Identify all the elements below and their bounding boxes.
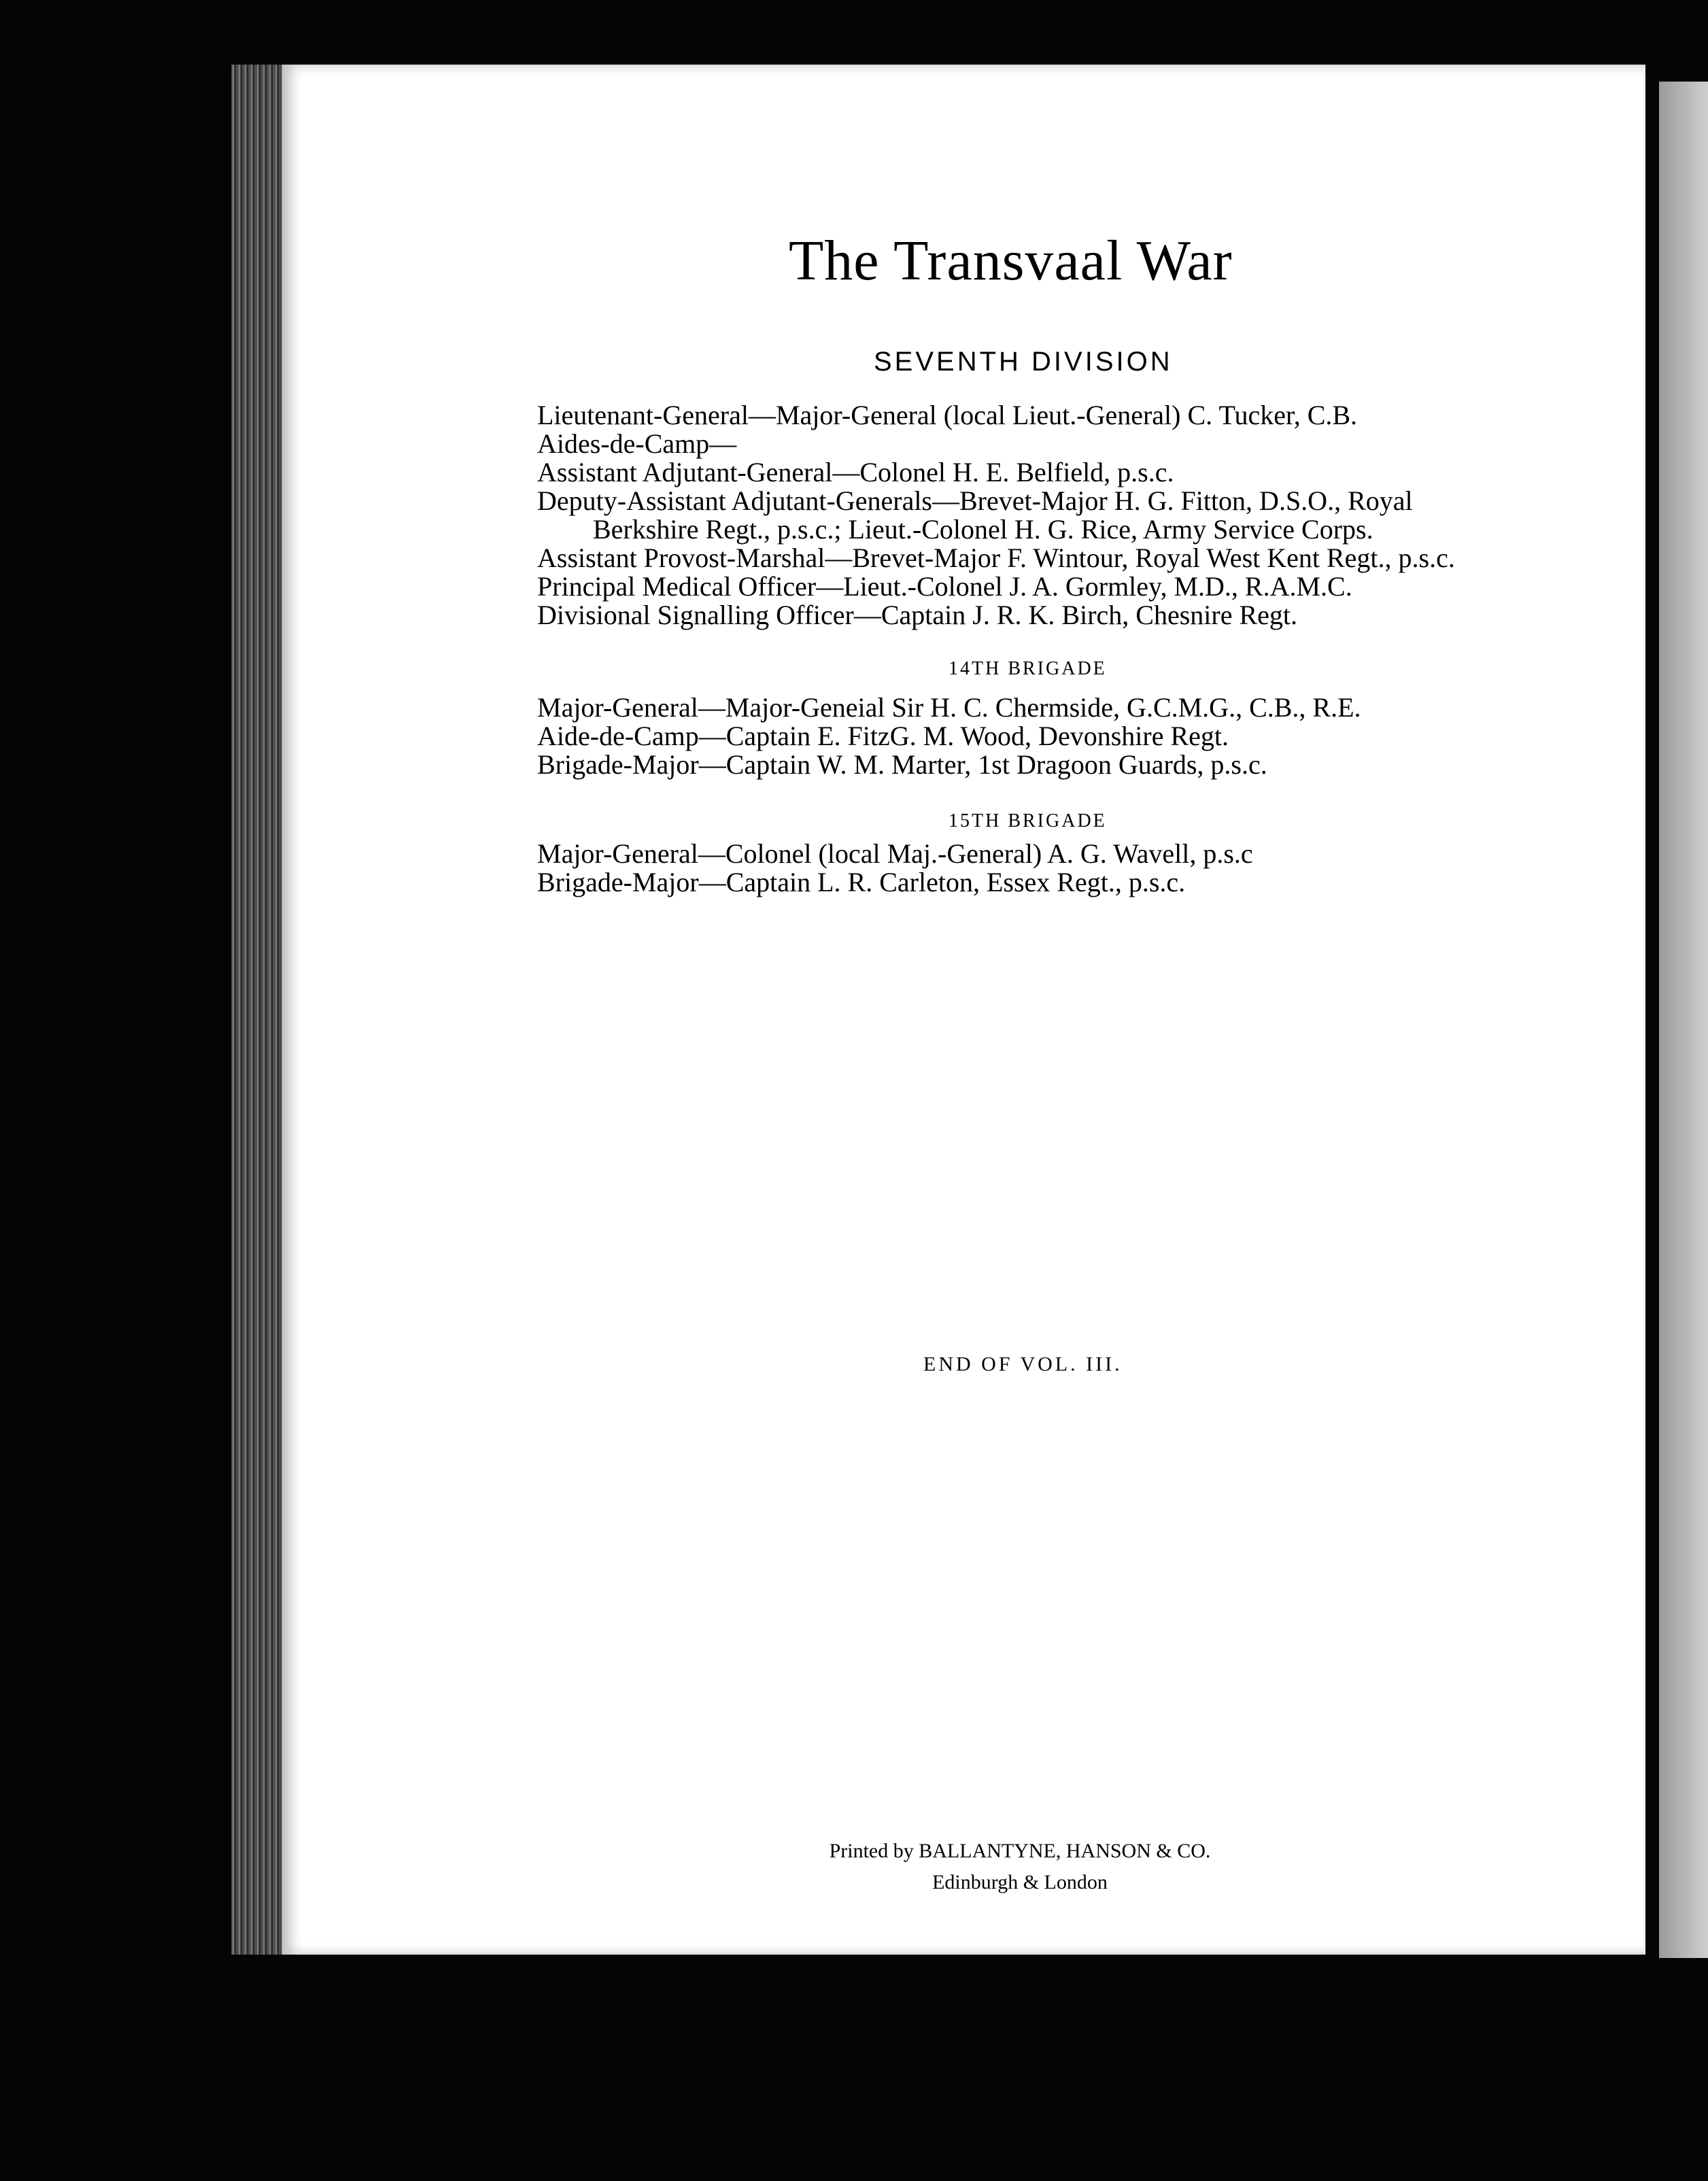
end-of-volume: END OF VOL. III.: [923, 1353, 1123, 1375]
division-officers: [537, 401, 1557, 630]
officer-line: Divisional Signalling Officer—Captain J. R. K. Birch, Chesnire Regt.: [537, 600, 1298, 630]
brigade-15-heading: 15TH BRIGADE: [949, 810, 1107, 831]
officer-line: Berkshire Regt., p.s.c.; Lieut.-Colonel H. G. Rice, Army Service Corps.: [593, 514, 1373, 545]
officer-line: Major-General—Major-Geneial Sir H. C. Chermside, G.C.M.G., C.B., R.E.: [537, 692, 1361, 723]
officer-line: Aide-de-Camp—Captain E. FitzG. M. Wood, Devonshire Regt.: [537, 721, 1229, 751]
brigade-14-heading: 14TH BRIGADE: [949, 658, 1107, 679]
printer-imprint: [748, 1836, 1292, 1898]
officer-line: Principal Medical Officer—Lieut.-Colonel J. A. Gormley, M.D., R.A.M.C.: [537, 571, 1352, 602]
officer-line: Major-General—Colonel (local Maj.-General) A. G. Wavell, p.s.c: [537, 838, 1253, 869]
printer-line: Printed by BALLANTYNE, HANSON & CO.: [829, 1840, 1211, 1862]
page-title: The Transvaal War: [789, 229, 1233, 292]
brigade-15-officers: [537, 840, 1557, 897]
officer-line: Brigade-Major—Captain W. M. Marter, 1st Dragoon Guards, p.s.c.: [537, 749, 1267, 780]
officer-line: Aides-de-Camp—: [537, 428, 737, 459]
officer-line: Lieutenant-General—Major-General (local Lieut.-General) C. Tucker, C.B.: [537, 400, 1358, 430]
officer-line: Deputy-Assistant Adjutant-Generals—Brevet-Major H. G. Fitton, D.S.O., Royal: [537, 485, 1413, 516]
printer-location: Edinburgh & London: [932, 1871, 1108, 1893]
division-heading: SEVENTH DIVISION: [874, 347, 1173, 377]
officer-line: Assistant Adjutant-General—Colonel H. E. Belfield, p.s.c.: [537, 457, 1174, 487]
brigade-14-officers: [537, 693, 1557, 779]
officer-line: Assistant Provost-Marshal—Brevet-Major F. Wintour, Royal West Kent Regt., p.s.c.: [537, 543, 1455, 573]
officer-line: Brigade-Major—Captain L. R. Carleton, Essex Regt., p.s.c.: [537, 867, 1186, 897]
adjacent-page-edge: [1659, 82, 1708, 1958]
